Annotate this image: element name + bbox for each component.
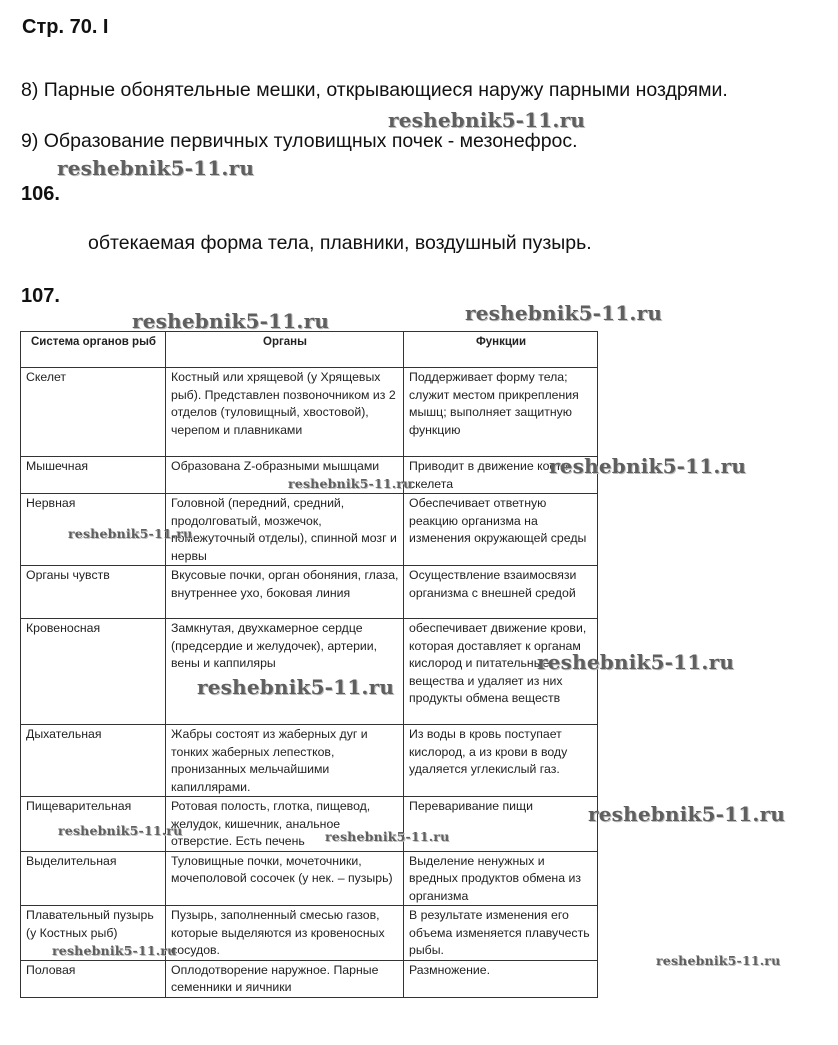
- watermark: reshebnik5-11.ru: [549, 454, 747, 478]
- cell-system: Кровеносная: [21, 619, 166, 725]
- cell-system: Органы чувств: [21, 566, 166, 619]
- task-106-answer: обтекаемая форма тела, плавники, воздушный пузырь.: [88, 232, 592, 254]
- cell-functions: Из воды в кровь поступает кислород, а из крови в воду удаляется углекислый газ.: [404, 725, 598, 797]
- cell-organs: Костный или хрящевой (у Хрящевых рыб). Представлен позвоночником из 2 отделов (туловищный, хвостовой), черепом и плавниками: [166, 368, 404, 457]
- watermark: reshebnik5-11.ru: [465, 301, 663, 325]
- cell-organs: Пузырь, заполненный смесью газов, которые выделяются из кровеносных сосудов.: [166, 906, 404, 961]
- watermark: reshebnik5-11.ru: [588, 802, 786, 826]
- watermark: reshebnik5-11.ru: [656, 953, 781, 968]
- watermark: reshebnik5-11.ru: [288, 476, 413, 491]
- cell-organs: Жабры состоят из жаберных дуг и тонких жаберных лепестков, пронизанных мельчайшими капиллярами.: [166, 725, 404, 797]
- cell-functions: Обеспечивает ответную реакцию организма на изменения окружающей среды: [404, 494, 598, 566]
- answer-item-9: 9) Образование первичных туловищных почек - мезонефрос.: [21, 130, 578, 152]
- cell-system: Нервная: [21, 494, 166, 566]
- table-row: [21, 368, 598, 457]
- cell-organs: Образована Z-образными мышцами: [166, 457, 404, 494]
- cell-functions: Осуществление взаимосвязи организма с внешней средой: [404, 566, 598, 619]
- watermark: reshebnik5-11.ru: [68, 526, 193, 541]
- watermark: reshebnik5-11.ru: [388, 108, 586, 132]
- cell-functions: Приводит в движение кости скелета: [404, 457, 598, 494]
- watermark: reshebnik5-11.ru: [197, 675, 395, 699]
- cell-system: Половая: [21, 960, 166, 997]
- cell-system: Пищеварительная: [21, 797, 166, 852]
- table-row: [21, 566, 598, 619]
- page-title: Стр. 70. I: [22, 16, 109, 38]
- answer-item-8: 8) Парные обонятельные мешки, открывающиеся наружу парными ноздрями.: [21, 79, 728, 101]
- cell-functions: Размножение.: [404, 960, 598, 997]
- cell-organs: Ротовая полость, глотка, пищевод, желудок, кишечник, анальное отверстие. Есть печень: [166, 797, 404, 852]
- cell-organs: Вкусовые почки, орган обоняния, глаза, внутреннее ухо, боковая линия: [166, 566, 404, 619]
- column-header-organs: Органы: [166, 332, 404, 368]
- watermark: reshebnik5-11.ru: [57, 156, 255, 180]
- watermark: reshebnik5-11.ru: [58, 823, 183, 838]
- organ-systems-table: [20, 331, 598, 998]
- table-row: [21, 851, 598, 906]
- cell-system: Скелет: [21, 368, 166, 457]
- cell-functions: Поддерживает форму тела; служит местом прикрепления мышц; выполняет защитную функцию: [404, 368, 598, 457]
- watermark: reshebnik5-11.ru: [325, 829, 450, 844]
- cell-organs: Туловищные почки, мочеточники, мочеполовой сосочек (у нек. – пузырь): [166, 851, 404, 906]
- column-header-functions: Функции: [404, 332, 598, 368]
- cell-system: Мышечная: [21, 457, 166, 494]
- watermark: reshebnik5-11.ru: [132, 309, 330, 333]
- watermark: reshebnik5-11.ru: [537, 650, 735, 674]
- cell-functions: В результате изменения его объема изменяется плавучесть рыбы.: [404, 906, 598, 961]
- watermark: reshebnik5-11.ru: [52, 943, 177, 958]
- cell-functions: Переваривание пищи: [404, 797, 598, 852]
- cell-system: Дыхательная: [21, 725, 166, 797]
- table-row: [21, 725, 598, 797]
- cell-system: Выделительная: [21, 851, 166, 906]
- column-header-system: Система органов рыб: [21, 332, 166, 368]
- cell-organs: Замкнутая, двухкамерное сердце (предсердие и желудочек), артерии, вены и каппиляры: [166, 619, 404, 725]
- table-row: [21, 960, 598, 997]
- table-row: [21, 619, 598, 725]
- cell-organs: Оплодотворение наружное. Парные семенники и яичники: [166, 960, 404, 997]
- cell-organs: Головной (передний, средний, продолговатый, мозжечок, помежуточный отделы), спинной мозг и нервы: [166, 494, 404, 566]
- cell-functions: обеспечивает движение крови, которая доставляет к органам кислород и питательные вещества и удаляет из них продукты обмена веществ: [404, 619, 598, 725]
- task-107-number: 107.: [21, 285, 60, 307]
- cell-system: Плавательный пузырь (у Костных рыб): [21, 906, 166, 961]
- cell-functions: Выделение ненужных и вредных продуктов обмена из организма: [404, 851, 598, 906]
- table-header-row: [21, 332, 598, 368]
- task-106-number: 106.: [21, 183, 60, 205]
